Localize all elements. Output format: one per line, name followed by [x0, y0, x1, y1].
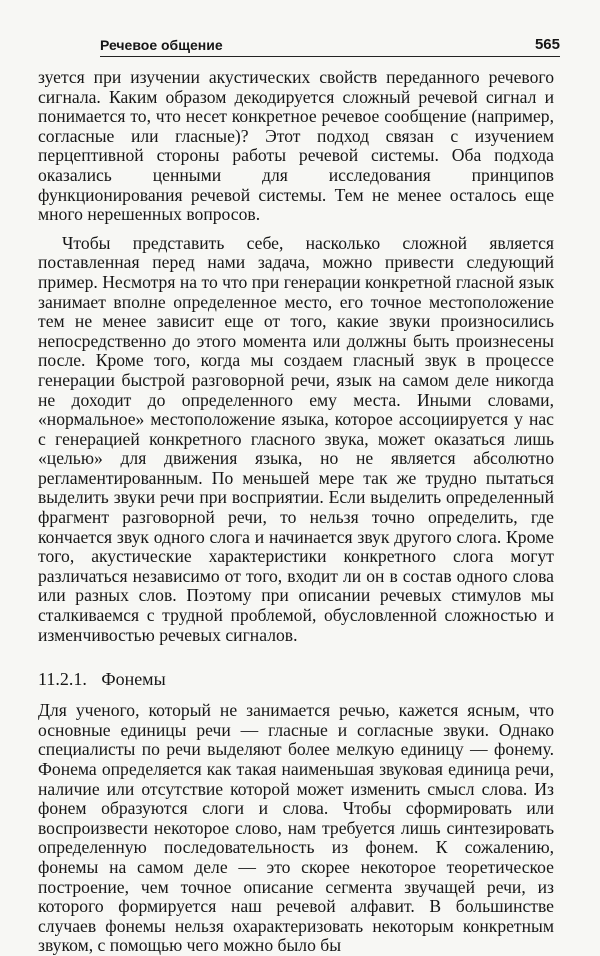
section-number: 11.2.1.	[38, 669, 87, 690]
running-title: Речевое общение	[100, 37, 223, 53]
paragraph-2: Чтобы представить себе, насколько сложной является поставленная перед нами задача, можно привести следующий пример. Несмотря на то что при генерации конкретной гласной язык занимает вполне определенное место, его точное местоположение тем не менее зависит еще от того, какие звуки произносились непосредственно до этого момента или должны быть произнесены после. Кроме того, когда мы создаем гласный звук в процессе генерации быстрой разговорной речи, язык на самом деле никогда не доходит до определенного ему места. Иными словами, «нормальное» местоположение языка, которое ассоциируется у нас с генерацией конкретного гласного звука, может оказаться лишь «целью» для движения языка, но не является абсолютно регламентированным. По меньшей мере так же трудно пытаться выделить звуки речи при восприятии. Если выделить определенный фрагмент разговорной речи, то нельзя точно определить, где кончается звук одного слога и начинается звук другого слога. Кроме того, акустические характеристики конкретного слога могут различаться независимо от того, входит ли он в состав одного слова или разных слов. Поэтому при описании речевых стимулов мы сталкиваемся с трудной проблемой, обусловленной сложностью и изменчивостью речевых сигналов.	[38, 232, 554, 645]
running-head	[100, 30, 560, 57]
body-text	[38, 68, 554, 956]
paragraph-1: зуется при изучении акустических свойств переданного речевого сигнала. Каким образом декодируется сложный речевой сигнал и понимается то, что несет конкретное речевое сообщение (например, согласные или гласные)? Этот подход связан с изучением перцептивной стороны работы речевой системы. Оба подхода оказались ценными для исследования принципов функционирования речевой системы. Тем не менее осталось еще много нерешенных вопросов.	[38, 67, 554, 225]
section-heading	[38, 669, 554, 689]
section-title: Фонемы	[101, 669, 166, 690]
paragraph-3: Для ученого, который не занимается речью, кажется ясным, что основные единицы речи — гласные и согласные звуки. Однако специалисты по речи выделяют более мелкую единицу — фонему. Фонема определяется как такая наименьшая звуковая единица речи, наличие или отсутствие которой может изменить смысл слова. Из фонем образуются слоги и слова. Чтобы сформировать или воспроизвести некоторое слово, нам требуется лишь синтезировать определенную последовательность из фонем. К сожалению, фонемы на самом деле — это скорее некоторое теоретическое построение, чем точное описание сегмента звучащей речи, из которого формируется наш речевой алфавит. В большинстве случаев фонемы нельзя охарактеризовать некоторым конкретным звуком, с помощью чего можно было бы	[38, 700, 554, 956]
page-number: 565	[534, 36, 560, 53]
